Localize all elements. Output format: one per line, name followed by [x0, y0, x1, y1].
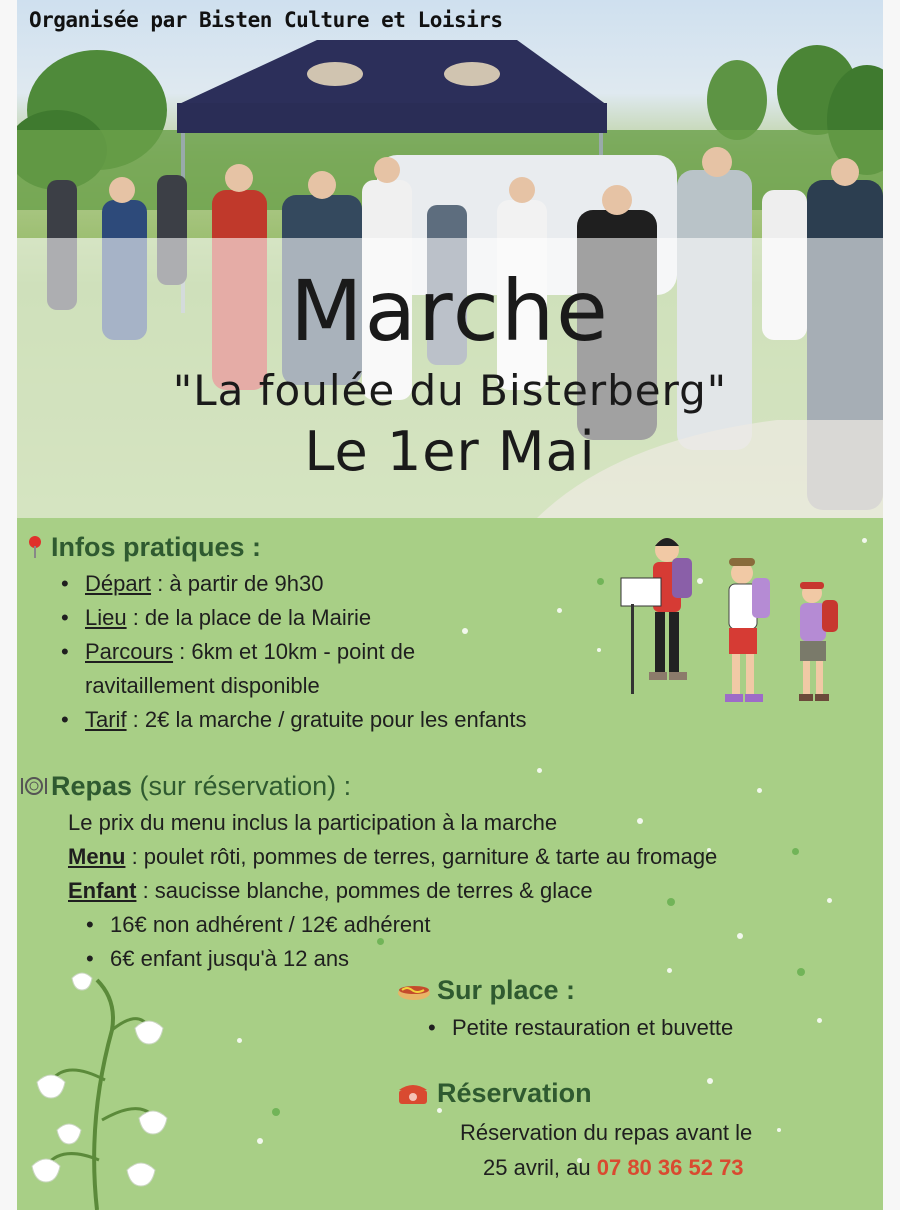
event-poster	[17, 0, 883, 1210]
reservation-heading: Réservation	[437, 1078, 592, 1108]
reservation-line2: 25 avril, au 07 80 36 52 73	[483, 1155, 744, 1180]
info-section	[17, 518, 883, 1210]
info-item-parcours-cont: ravitaillement disponible	[85, 673, 320, 698]
repas-menu: Menu : poulet rôti, pommes de terres, garniture & tarte au fromage	[68, 844, 718, 869]
event-title: Marche	[290, 262, 610, 360]
repas-heading: Repas (sur réservation) :	[51, 771, 352, 801]
lily-of-the-valley-illustration	[17, 970, 187, 1210]
hikers-illustration	[617, 528, 857, 722]
event-subtitle: "La foulée du Bisterberg"	[172, 366, 728, 415]
info-item-lieu: • Lieu : de la place de la Mairie	[85, 605, 371, 631]
hotdog-icon	[397, 980, 431, 1006]
event-date: Le 1er Mai	[304, 420, 596, 483]
organizer-text: Organisée par Bisten Culture et Loisirs	[29, 8, 503, 32]
telephone-icon	[397, 1082, 429, 1110]
info-item-tarif: • Tarif : 2€ la marche / gratuite pour les enfants	[85, 707, 526, 733]
price-item-adult: • 16€ non adhérent / 12€ adhérent	[110, 912, 431, 938]
hero-photo	[17, 0, 883, 518]
phone-number: 07 80 36 52 73	[596, 1155, 744, 1180]
map-pin-icon	[27, 535, 43, 563]
info-item-depart: • Départ : à partir de 9h30	[85, 571, 324, 597]
repas-intro: Le prix du menu inclus la participation à la marche	[68, 810, 558, 835]
reservation-line1: Réservation du repas avant le	[460, 1120, 753, 1145]
sur-place-text: • Petite restauration et buvette	[452, 1015, 733, 1041]
info-item-parcours: • Parcours : 6km et 10km - point de	[85, 639, 415, 665]
repas-enfant: Enfant : saucisse blanche, pommes de terres & glace	[68, 878, 593, 903]
price-item-child: • 6€ enfant jusqu'à 12 ans	[110, 946, 349, 972]
infos-heading: Infos pratiques :	[51, 532, 262, 562]
sur-place-heading: Sur place :	[437, 975, 576, 1005]
plate-cutlery-icon	[19, 776, 49, 800]
